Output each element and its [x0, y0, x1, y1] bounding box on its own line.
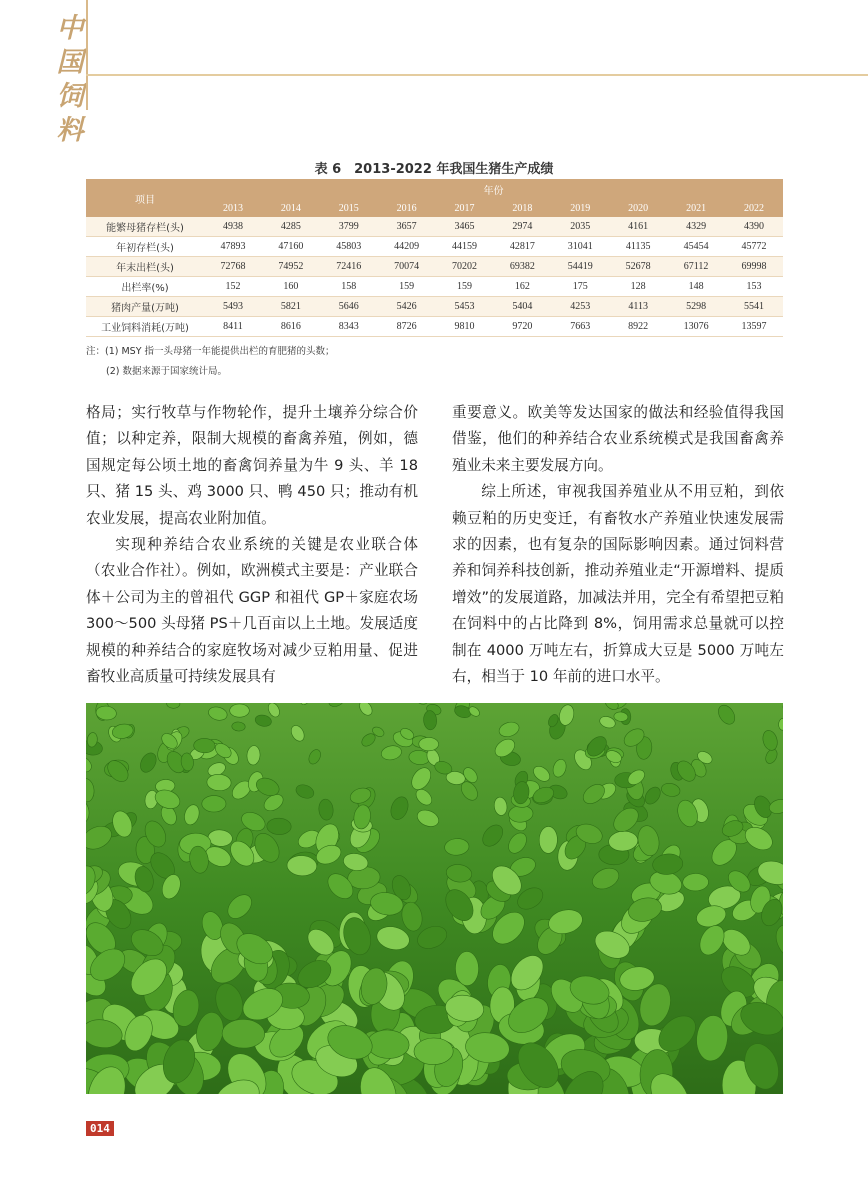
table-cell: 5821 [262, 297, 320, 317]
table-cell: 4285 [262, 217, 320, 237]
table-cell: 4329 [667, 217, 725, 237]
masthead-char: 中 [56, 13, 84, 44]
table-cell: 47893 [204, 237, 262, 257]
table-cell: 5453 [436, 297, 494, 317]
table-cell: 4161 [609, 217, 667, 237]
year-cell: 2016 [378, 199, 436, 217]
year-header: 年份 [204, 179, 783, 199]
masthead-char: 饲 [56, 81, 84, 112]
table-cell: 2035 [551, 217, 609, 237]
table-cell: 45772 [725, 237, 783, 257]
year-cell: 2015 [320, 199, 378, 217]
table-cell: 45803 [320, 237, 378, 257]
table-cell: 70074 [378, 257, 436, 277]
table-cell: 44209 [378, 237, 436, 257]
left-column [86, 400, 418, 690]
leaf [539, 826, 558, 853]
row-label: 年初存栏(头) [86, 237, 204, 257]
table-cell: 175 [551, 277, 609, 297]
table-cell: 44159 [436, 237, 494, 257]
table-cell: 4938 [204, 217, 262, 237]
table-cell: 74952 [262, 257, 320, 277]
table-cell: 5298 [667, 297, 725, 317]
year-cell: 2013 [204, 199, 262, 217]
masthead-logo [52, 12, 88, 148]
table-note: (2) 数据来源于国家统计局。 [106, 366, 227, 377]
paragraph: 格局；实行牧草与作物轮作，提升土壤养分综合价值；以种定养，限制大规模的畜禽养殖，例如，德国规定每公顷土地的畜禽饲养量为牛 9 头、羊 18 只、猪 15 头、鸡 3000 只、鸭 450 只；推动有机农业发展，提高农业附加值。 [86, 404, 418, 527]
leaf [419, 737, 439, 751]
paragraph: 实现种养结合农业系统的关键是农业联合体（农业合作社）。例如，欧洲模式主要是：产业联合体＋公司为主的曾祖代 GGP 和祖代 GP＋家庭农场 300～500 头母猪 PS＋几百亩以上土地。发展适度规模的种养结合的家庭牧场对减少豆粕用量、促进畜牧业高质量可持续发展具有 [86, 536, 418, 686]
masthead-char: 料 [56, 115, 84, 146]
right-column [452, 400, 784, 690]
table-cell: 72416 [320, 257, 378, 277]
year-cell: 2020 [609, 199, 667, 217]
masthead-horizontal-rule [86, 74, 868, 76]
masthead-vertical-rule [86, 0, 88, 110]
table-row [86, 317, 783, 337]
table-cell: 160 [262, 277, 320, 297]
year-cell: 2022 [725, 199, 783, 217]
table-cell: 72768 [204, 257, 262, 277]
paragraph: 重要意义。欧美等发达国家的做法和经验值得我国借鉴，他们的种养结合农业系统模式是我国畜禽养殖业未来主要发展方向。 [452, 404, 784, 474]
table-row [86, 237, 783, 257]
table-cell: 159 [436, 277, 494, 297]
table-cell: 2974 [493, 217, 551, 237]
year-cell: 2018 [493, 199, 551, 217]
table-cell: 159 [378, 277, 436, 297]
row-label: 猪肉产量(万吨) [86, 297, 204, 317]
table-cell: 8616 [262, 317, 320, 337]
table-cell: 45454 [667, 237, 725, 257]
table-cell: 5646 [320, 297, 378, 317]
table-cell: 13076 [667, 317, 725, 337]
table-cell: 7663 [551, 317, 609, 337]
leaf [683, 873, 709, 891]
table-cell: 5426 [378, 297, 436, 317]
leaf [194, 738, 216, 753]
table-cell: 47160 [262, 237, 320, 257]
paragraph: 综上所述，审视我国养殖业从不用豆粕，到依赖豆粕的历史变迁，有畜牧水产养殖业快速发展需求的因素，也有复杂的国际影响因素。通过饲料营养和饲养科技创新，推动养殖业走“开源增料、提质增效”的发展道路，加减法并用，完全有希望把豆粕在饲料中的占比降到 8%，饲用需求总量就可以控制在 4000 万吨左右，折算成大豆是 5000 万吨左右，相当于 10 年前的进口水平。 [452, 483, 784, 686]
table-row [86, 257, 783, 277]
table-cell: 9810 [436, 317, 494, 337]
year-cell: 2019 [551, 199, 609, 217]
row-label: 出栏率(%) [86, 277, 204, 297]
table-row [86, 297, 783, 317]
row-label: 能繁母猪存栏(头) [86, 217, 204, 237]
table-row [86, 217, 783, 237]
masthead-char: 国 [56, 47, 84, 78]
table-notes [86, 342, 335, 382]
table-title: 表 6 2013-2022 年我国生猪生产成绩 [314, 162, 554, 177]
table-cell: 42817 [493, 237, 551, 257]
table-cell: 8726 [378, 317, 436, 337]
pig-production-table [86, 179, 783, 337]
table-note: 注：(1) MSY 指一头母猪一年能提供出栏的育肥猪的头数； [86, 346, 335, 357]
table-cell: 5493 [204, 297, 262, 317]
table-cell: 128 [609, 277, 667, 297]
table-cell: 148 [667, 277, 725, 297]
leaf [222, 1019, 265, 1049]
leaf [230, 704, 250, 717]
table-cell: 5404 [493, 297, 551, 317]
table-cell: 9720 [493, 317, 551, 337]
table-cell: 54419 [551, 257, 609, 277]
table-cell: 3465 [436, 217, 494, 237]
table-cell: 70202 [436, 257, 494, 277]
item-header: 项目 [86, 179, 204, 217]
table-row [86, 277, 783, 297]
table-cell: 69382 [493, 257, 551, 277]
table-cell: 153 [725, 277, 783, 297]
leaf [455, 951, 479, 986]
table-cell: 8411 [204, 317, 262, 337]
table-cell: 152 [204, 277, 262, 297]
year-cell: 2017 [436, 199, 494, 217]
table-cell: 13597 [725, 317, 783, 337]
table-cell: 4253 [551, 297, 609, 317]
row-label: 工业饲料消耗(万吨) [86, 317, 204, 337]
table-cell: 67112 [667, 257, 725, 277]
year-cell: 2021 [667, 199, 725, 217]
table-cell: 41135 [609, 237, 667, 257]
table-cell: 4113 [609, 297, 667, 317]
table-cell: 69998 [725, 257, 783, 277]
leaf [414, 1038, 454, 1065]
table-cell: 31041 [551, 237, 609, 257]
page-number: 014 [86, 1121, 114, 1136]
soybean-field-photo [86, 703, 783, 1094]
row-label: 年末出栏(头) [86, 257, 204, 277]
table-cell: 4390 [725, 217, 783, 237]
table-cell: 3799 [320, 217, 378, 237]
year-cell: 2014 [262, 199, 320, 217]
table-cell: 158 [320, 277, 378, 297]
table-cell: 52678 [609, 257, 667, 277]
leaf [202, 796, 226, 812]
table-cell: 162 [493, 277, 551, 297]
table-cell: 3657 [378, 217, 436, 237]
table-cell: 8343 [320, 317, 378, 337]
table-cell: 8922 [609, 317, 667, 337]
table-cell: 5541 [725, 297, 783, 317]
